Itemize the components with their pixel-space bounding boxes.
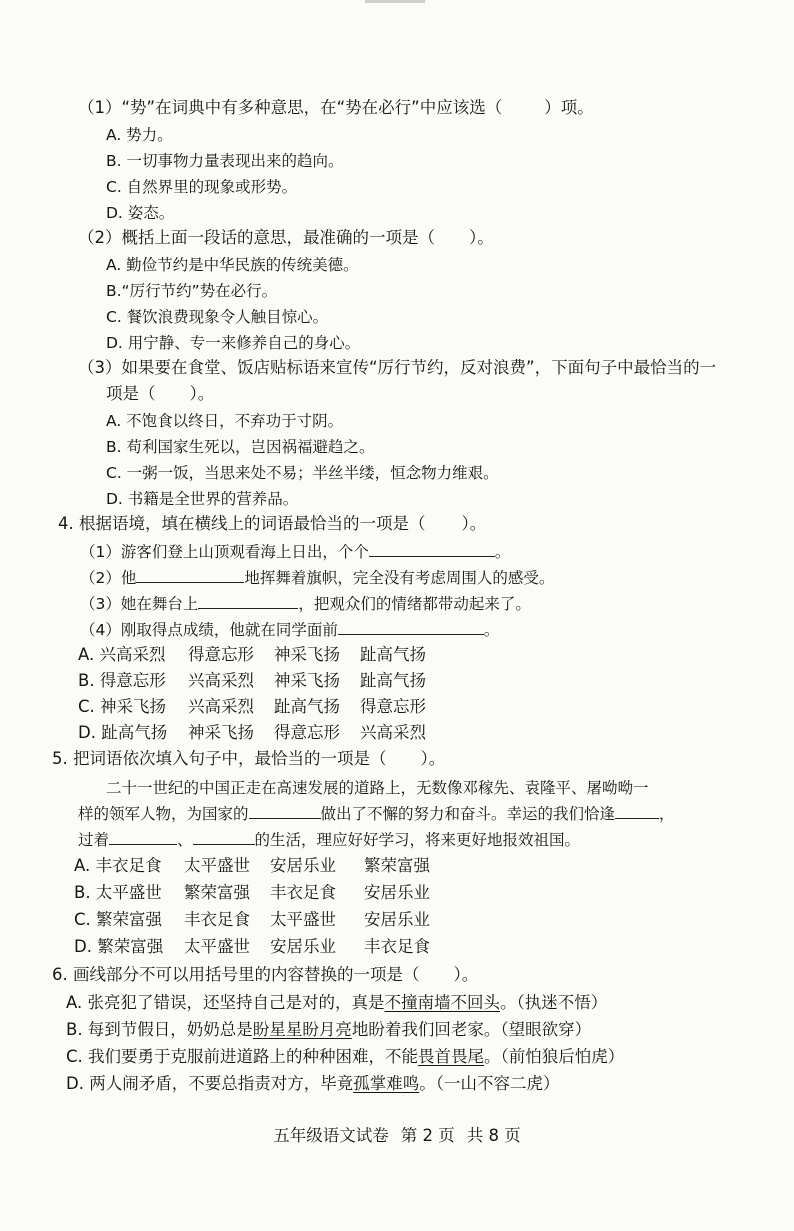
q5-stem: 5. 把词语依次填入句子中，最恰当的一项是（ ）。: [52, 749, 446, 768]
q3-3-option-d: D. 书籍是全世界的营养品。: [106, 490, 299, 508]
q6-option-c: C. 我们要勇于克服前进道路上的种种困难，不能畏首畏尾。（前怕狼后怕虎）: [66, 1047, 625, 1066]
q3-2-option-a: A. 勤俭节约是中华民族的传统美德。: [106, 256, 359, 274]
q5-option-a: A. 丰衣足食 太平盛世 安居乐业 繁荣富强: [74, 856, 430, 875]
q4-stem: 4. 根据语境，填在横线上的词语最恰当的一项是（ ）。: [58, 514, 487, 533]
q4-blank-3[interactable]: [198, 594, 298, 609]
footer-total-pages: 共 8 页: [466, 1126, 521, 1145]
q5-option-d: D. 繁荣富强 太平盛世 安居乐业 丰衣足食: [74, 937, 430, 956]
q6-b-underlined: 盼星星盼月亮: [252, 1020, 352, 1039]
q4-option-a: A. 兴高采烈 得意忘形 神采飞扬 趾高气扬: [78, 645, 426, 664]
q3-3-stem-line2: 项是（ ）。: [106, 384, 215, 403]
q3-1-option-d: D. 姿态。: [106, 204, 175, 222]
q3-2-option-c: C. 餐饮浪费现象令人触目惊心。: [106, 308, 329, 326]
q4-blank-2[interactable]: [136, 568, 244, 583]
q6-option-b: B. 每到节假日，奶奶总是盼星星盼月亮地盼着我们回老家。（望眼欲穿）: [66, 1020, 592, 1039]
q5-passage-line2: 样的领军人物，为国家的 做出了不懈的努力和奋斗。幸运的我们恰逢 ，: [78, 805, 675, 823]
q3-3-option-a: A. 不饱食以终日，不弃功于寸阴。: [106, 412, 344, 430]
q5-blank-1[interactable]: [249, 804, 321, 819]
q4-blank-1[interactable]: [369, 542, 495, 557]
q5-blank-3[interactable]: [109, 830, 177, 845]
q3-3-option-c: C. 一粥一饭，当思来处不易；半丝半缕，恒念物力维艰。: [106, 464, 499, 482]
q4-sentence-4: （4）刚取得点成绩，他就在同学面前 。: [80, 621, 500, 639]
q3-1-option-c: C. 自然界里的现象或形势。: [106, 178, 298, 196]
q6-option-a: A. 张亮犯了错误，还坚持自己是对的，真是不撞南墙不回头。（执迷不悟）: [66, 993, 608, 1012]
q4-sentence-1: （1）游客们登上山顶观看海上日出，个个 。: [80, 543, 511, 561]
q6-option-d: D. 两人闹矛盾，不要总指责对方，毕竟孤掌难鸣。（一山不容二虎）: [66, 1074, 560, 1093]
q3-1-option-a: A. 势力。: [106, 126, 173, 144]
q3-2-option-d: D. 用宁静、专一来修养自己的身心。: [106, 334, 361, 352]
q5-passage-line1: 二十一世纪的中国正走在高速发展的道路上，无数像邓稼先、袁隆平、屠呦呦一: [106, 779, 649, 797]
footer-page-number: 第 2 页: [400, 1126, 455, 1145]
q4-option-b: B. 得意忘形 兴高采烈 神采飞扬 趾高气扬: [78, 671, 426, 690]
q6-d-underlined: 孤掌难鸣: [353, 1074, 420, 1093]
q5-blank-4[interactable]: [193, 830, 255, 845]
q6-stem: 6. 画线部分不可以用括号里的内容替换的一项是（ ）。: [52, 965, 479, 984]
page-footer: [0, 1122, 794, 1146]
q3-1-stem: （1）“势”在词典中有多种意思，在“势在必行”中应该选（ ）项。: [78, 98, 594, 117]
scan-mark: [365, 0, 425, 3]
q4-option-c: C. 神采飞扬 兴高采烈 趾高气扬 得意忘形: [78, 697, 426, 716]
q5-blank-2[interactable]: [615, 804, 659, 819]
q4-option-d: D. 趾高气扬 神采飞扬 得意忘形 兴高采烈: [78, 723, 426, 742]
q5-option-c: C. 繁荣富强 丰衣足食 太平盛世 安居乐业: [74, 910, 430, 929]
q4-blank-4[interactable]: [338, 620, 484, 635]
q4-sentence-2: （2）他 地挥舞着旗帜，完全没有考虑周围人的感受。: [80, 569, 555, 587]
q3-2-stem: （2）概括上面一段话的意思，最准确的一项是（ ）。: [78, 228, 494, 247]
q5-option-b: B. 太平盛世 繁荣富强 丰衣足食 安居乐业: [74, 883, 430, 902]
q3-2-option-b: B.“厉行节约”势在必行。: [106, 282, 278, 300]
q3-3-stem-line1: （3）如果要在食堂、饭店贴标语来宣传“厉行节约，反对浪费”，下面句子中最恰当的一: [78, 358, 717, 377]
q6-a-underlined: 不撞南墙不回头: [384, 993, 500, 1012]
footer-title: 五年级语文试卷: [273, 1126, 389, 1145]
q3-3-option-b: B. 苟利国家生死以，岂因祸福避趋之。: [106, 438, 375, 456]
q5-passage-line3: 过着 、 的生活，理应好好学习，将来更好地报效祖国。: [78, 831, 581, 849]
q6-c-underlined: 畏首畏尾: [418, 1047, 485, 1066]
q4-sentence-3: （3）她在舞台上 ，把观众们的情绪都带动起来了。: [80, 595, 531, 613]
q3-1-option-b: B. 一切事物力量表现出来的趋向。: [106, 152, 344, 170]
